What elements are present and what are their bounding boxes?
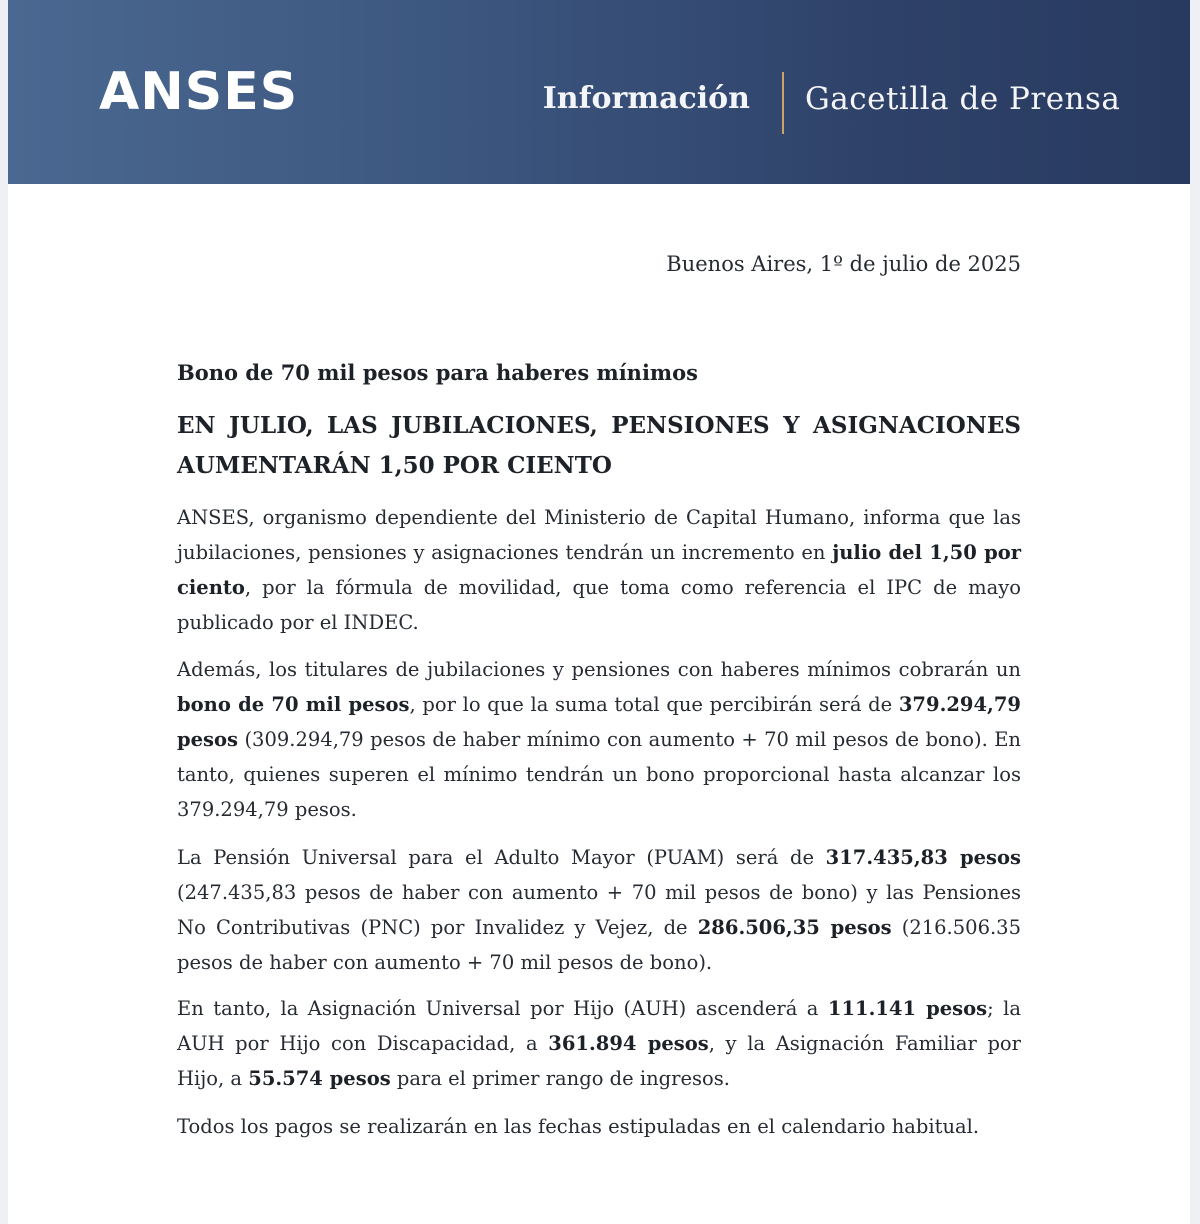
p3-text-2: (247.435,83 pesos de haber con aumento + 70 mil pesos de bono) y las Pensiones No Contributivas (PNC) por Invalidez y Vejez, de bbox=[177, 881, 1021, 939]
p3-text-1: La Pensión Universal para el Adulto Mayor (PUAM) será de bbox=[177, 846, 826, 869]
p2-bold-2: 379.294,79 pesos bbox=[177, 693, 1021, 751]
paragraph-1 bbox=[177, 500, 1021, 640]
dateline: Buenos Aires, 1º de julio de 2025 bbox=[666, 252, 1021, 276]
p3-bold-2: 286.506,35 pesos bbox=[697, 916, 892, 939]
page-edge-right bbox=[1190, 0, 1200, 1224]
paragraph-4 bbox=[177, 991, 1021, 1096]
p1-text-2: , por la fórmula de movilidad, que toma como referencia el IPC de mayo publicado por el INDEC. bbox=[177, 576, 1021, 634]
p2-text-1: Además, los titulares de jubilaciones y pensiones con haberes mínimos cobrarán un bbox=[177, 658, 1021, 681]
press-header-banner bbox=[8, 0, 1190, 184]
p4-bold-2: 361.894 pesos bbox=[548, 1032, 709, 1055]
p4-bold-1: 111.141 pesos bbox=[827, 997, 988, 1020]
p3-bold-1: 317.435,83 pesos bbox=[825, 846, 1021, 869]
header-section-label: Información bbox=[542, 81, 750, 116]
p1-bold-1: julio del 1,50 por ciento bbox=[177, 541, 1021, 599]
p2-bold-1: bono de 70 mil pesos bbox=[177, 693, 410, 716]
header-doc-type: Gacetilla de Prensa bbox=[805, 81, 1121, 117]
p4-text-4: para el primer rango de ingresos. bbox=[390, 1067, 730, 1090]
p3-text-3: (216.506.35 pesos de haber con aumento + 70 mil pesos de bono). bbox=[177, 916, 1021, 974]
p4-text-2: ; la AUH por Hijo con Discapacidad, a bbox=[177, 997, 1022, 1055]
header-separator bbox=[782, 72, 784, 134]
paragraph-2 bbox=[177, 652, 1021, 827]
page-edge-left bbox=[0, 0, 8, 1224]
subtitle: Bono de 70 mil pesos para haberes mínimos bbox=[177, 360, 698, 385]
p2-text-3: (309.294,79 pesos de haber mínimo con aumento + 70 mil pesos de bono). En tanto, quienes superen el mínimo tendrán un bono proporcional hasta alcanzar los 379.294,79 pesos. bbox=[177, 728, 1021, 821]
paragraph-3 bbox=[177, 840, 1021, 980]
anses-logo: ANSES bbox=[99, 62, 299, 122]
p4-text-1: En tanto, la Asignación Universal por Hijo (AUH) ascenderá a bbox=[177, 997, 828, 1020]
p4-text-3: , y la Asignación Familiar por Hijo, a bbox=[177, 1032, 1021, 1090]
headline: EN JULIO, LAS JUBILACIONES, PENSIONES Y ASIGNACIONES AUMENTARÁN 1,50 POR CIENTO bbox=[177, 412, 1021, 479]
p5-text-1: Todos los pagos se realizarán en las fechas estipuladas en el calendario habitual. bbox=[177, 1115, 980, 1138]
p1-text-1: ANSES, organismo dependiente del Ministerio de Capital Humano, informa que las jubilaciones, pensiones y asignaciones tendrán un incremento en bbox=[177, 506, 1021, 564]
paragraph-5 bbox=[177, 1109, 1021, 1144]
p4-bold-3: 55.574 pesos bbox=[248, 1067, 391, 1090]
p2-text-2: , por lo que la suma total que percibirán será de bbox=[409, 693, 899, 716]
